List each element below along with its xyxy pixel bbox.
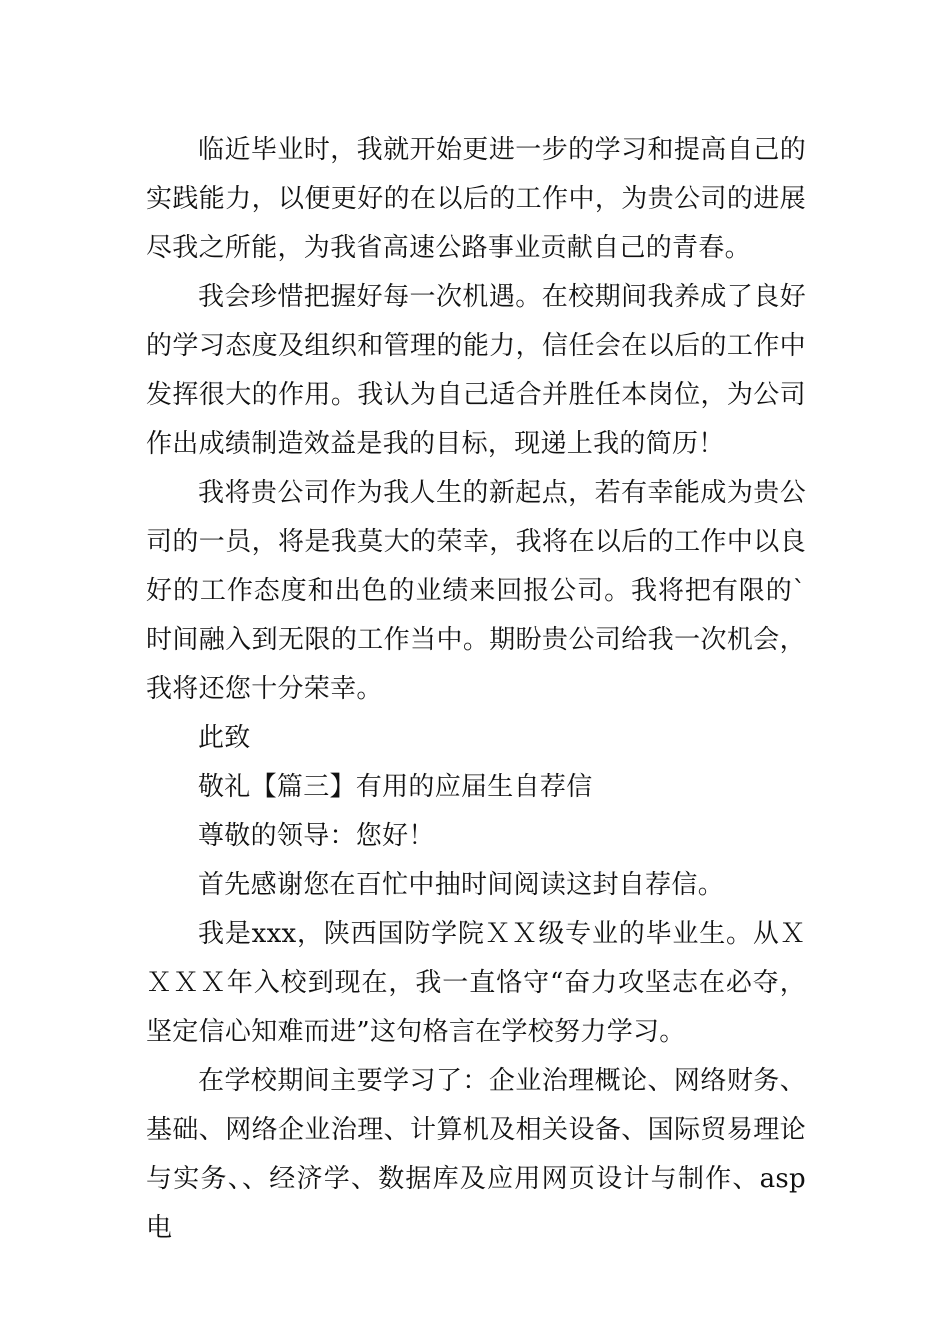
paragraph-courses: 在学校期间主要学习了：企业治理概论、网络财务、基础、网络企业治理、计算机及相关设备、国际贸易理论与实务、、经济学、数据库及应用网页设计与制作、asp电 <box>146 1066 806 1243</box>
paragraph-new-start: 我将贵公司作为我人生的新起点，若有幸能成为贵公司的一员，将是我莫大的荣幸，我将在以后的工作中以良好的工作态度和出色的业绩来回报公司。我将把有限的`时间融入到无限的工作当中。期盼贵公司给我一次机会，我将还您十分荣幸。 <box>146 478 806 704</box>
paragraph-greeting: 尊敬的领导：您好！ <box>198 821 435 851</box>
document-body <box>146 126 806 1253</box>
paragraph-graduation-study: 临近毕业时，我就开始更进一步的学习和提高自己的实践能力，以便更好的在以后的工作中，为贵公司的进展尽我之所能，为我省高速公路事业贡献自己的青春。 <box>146 135 806 263</box>
paragraph-opportunity: 我会珍惜把握好每一次机遇。在校期间我养成了良好的学习态度及组织和管理的能力，信任会在以后的工作中发挥很大的作用。我认为自己适合并胜任本岗位，为公司作出成绩制造效益是我的目标，现递上我的简历！ <box>146 282 806 459</box>
paragraph-thanks: 首先感谢您在百忙中抽时间阅读这封自荐信。 <box>198 870 725 900</box>
paragraph-introduction: 我是xxx，陕西国防学院ＸＸ级专业的毕业生。从ＸＸＸＸ年入校到现在，我一直恪守“奋力攻坚志在必夺，坚定信心知难而进”这句格言在学校努力学习。 <box>146 919 806 1047</box>
paragraph-salutation-heading: 敬礼【篇三】有用的应届生自荐信 <box>198 772 593 802</box>
paragraph-closing: 此致 <box>198 723 251 753</box>
